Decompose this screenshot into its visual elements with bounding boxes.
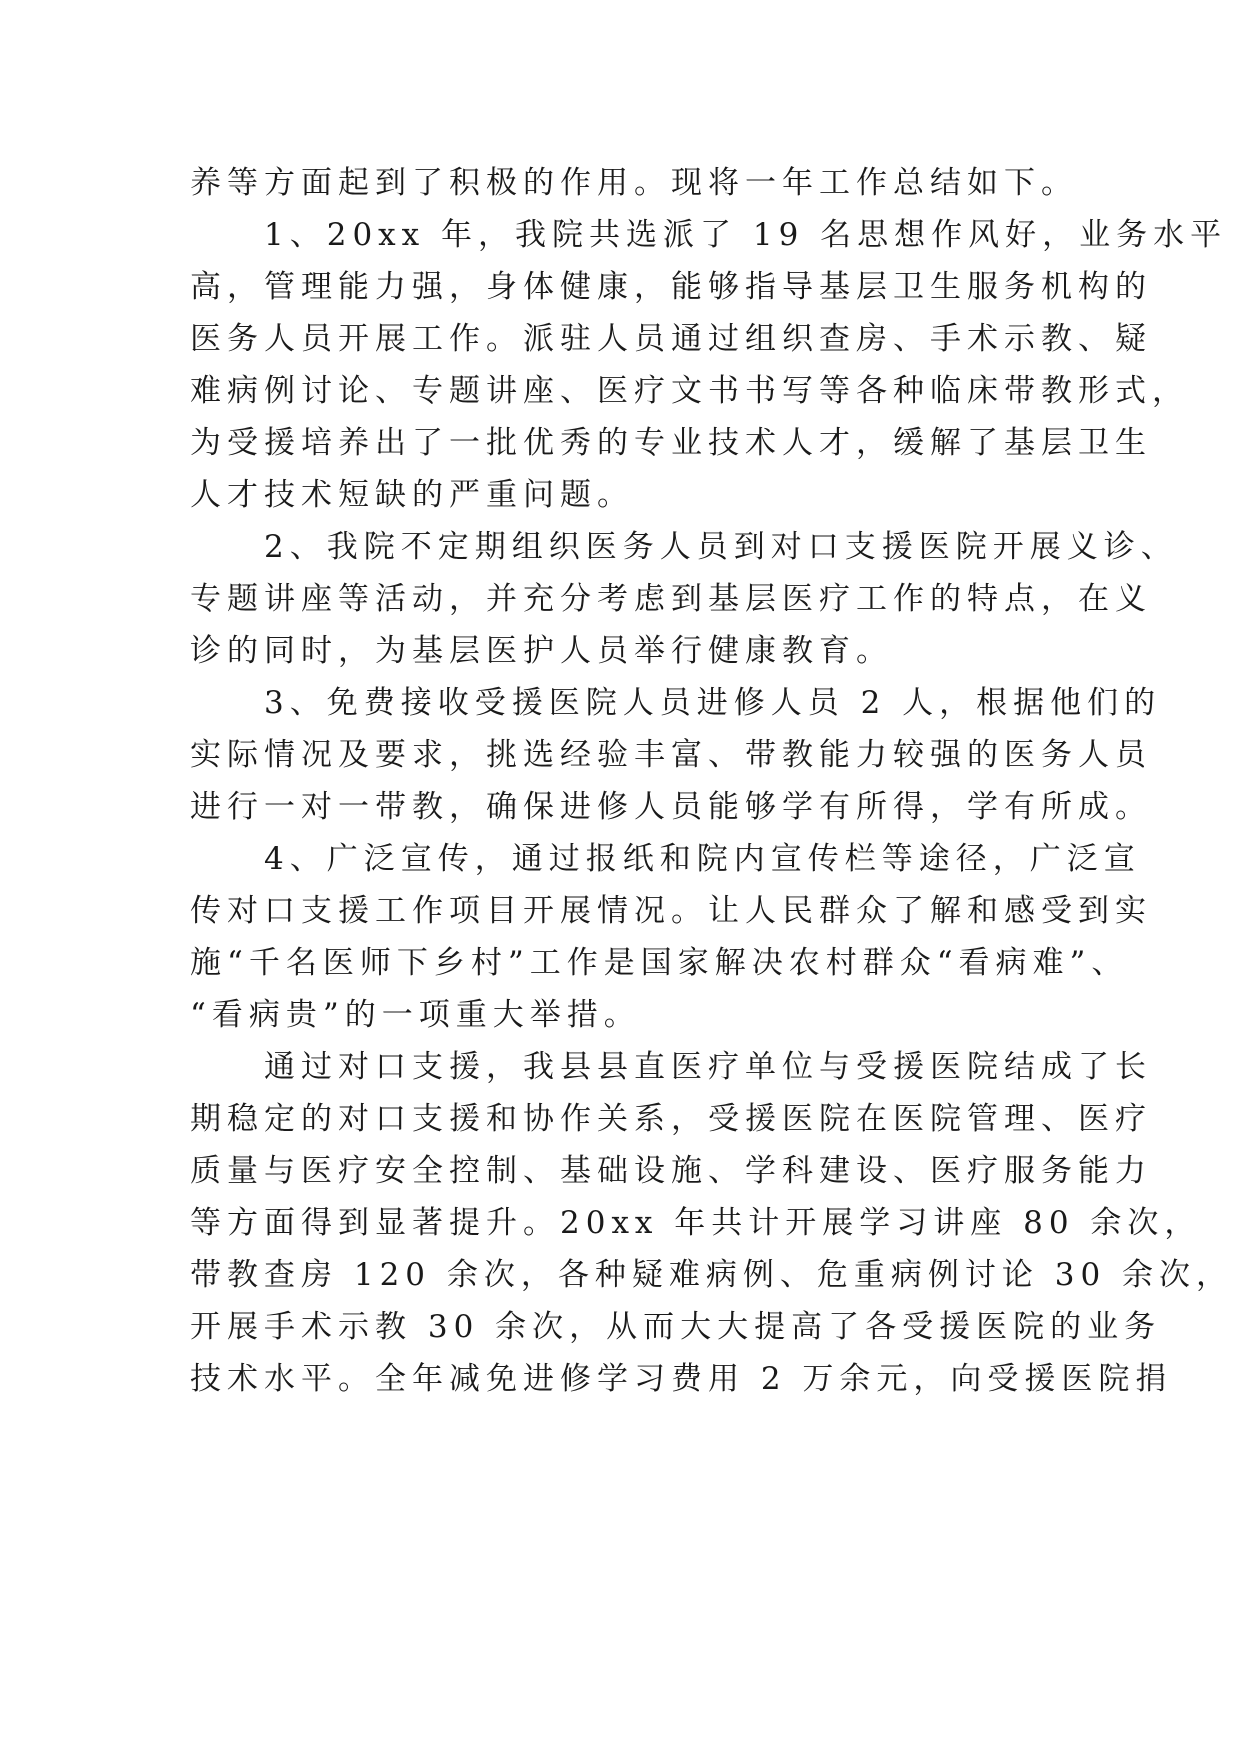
- text-line: 施“千名医师下乡村”工作是国家解决农村群众“看病难”、: [190, 945, 1129, 981]
- text-line: 养等方面起到了积极的作用。现将一年工作总结如下。: [190, 165, 1078, 201]
- text-line: 带教查房 120 余次，各种疑难病例、危重病例讨论 30 余次，: [190, 1257, 1234, 1293]
- text-line: 3、免费接收受援医院人员进修人员 2 人，根据他们的: [190, 685, 1162, 721]
- text-line: 等方面得到显著提升。20xx 年共计开展学习讲座 80 余次，: [190, 1205, 1202, 1241]
- text-line: 技术水平。全年减免进修学习费用 2 万余元，向受援医院捐: [190, 1361, 1173, 1397]
- text-line: 2、我院不定期组织医务人员到对口支援医院开展义诊、: [190, 529, 1178, 565]
- text-line: 通过对口支援，我县县直医疗单位与受援医院结成了长: [190, 1049, 1152, 1085]
- text-line: 1、20xx 年，我院共选派了 19 名思想作风好，业务水平: [190, 217, 1228, 253]
- text-line: 诊的同时，为基层医护人员举行健康教育。: [190, 633, 893, 669]
- text-line: 医务人员开展工作。派驻人员通过组织查房、手术示教、疑: [190, 321, 1152, 357]
- text-line: 开展手术示教 30 余次，从而大大提高了各受援医院的业务: [190, 1309, 1162, 1345]
- text-line: 进行一对一带教，确保进修人员能够学有所得，学有所成。: [190, 789, 1152, 825]
- text-line: 传对口支援工作项目开展情况。让人民群众了解和感受到实: [190, 893, 1152, 929]
- text-line: 难病例讨论、专题讲座、医疗文书书写等各种临床带教形式，: [190, 373, 1189, 409]
- text-line: 质量与医疗安全控制、基础设施、学科建设、医疗服务能力: [190, 1153, 1152, 1189]
- text-line: 人才技术短缺的严重问题。: [190, 477, 634, 513]
- text-line: 实际情况及要求，挑选经验丰富、带教能力较强的医务人员: [190, 737, 1152, 773]
- text-line: 专题讲座等活动，并充分考虑到基层医疗工作的特点，在义: [190, 581, 1152, 617]
- text-line: 期稳定的对口支援和协作关系，受援医院在医院管理、医疗: [190, 1101, 1152, 1137]
- text-line: 为受援培养出了一批优秀的专业技术人才，缓解了基层卫生: [190, 425, 1152, 461]
- text-line: “看病贵”的一项重大举措。: [190, 997, 641, 1033]
- text-line: 高，管理能力强，身体健康，能够指导基层卫生服务机构的: [190, 269, 1152, 305]
- text-line: 4、广泛宣传，通过报纸和院内宣传栏等途径，广泛宣: [190, 841, 1141, 877]
